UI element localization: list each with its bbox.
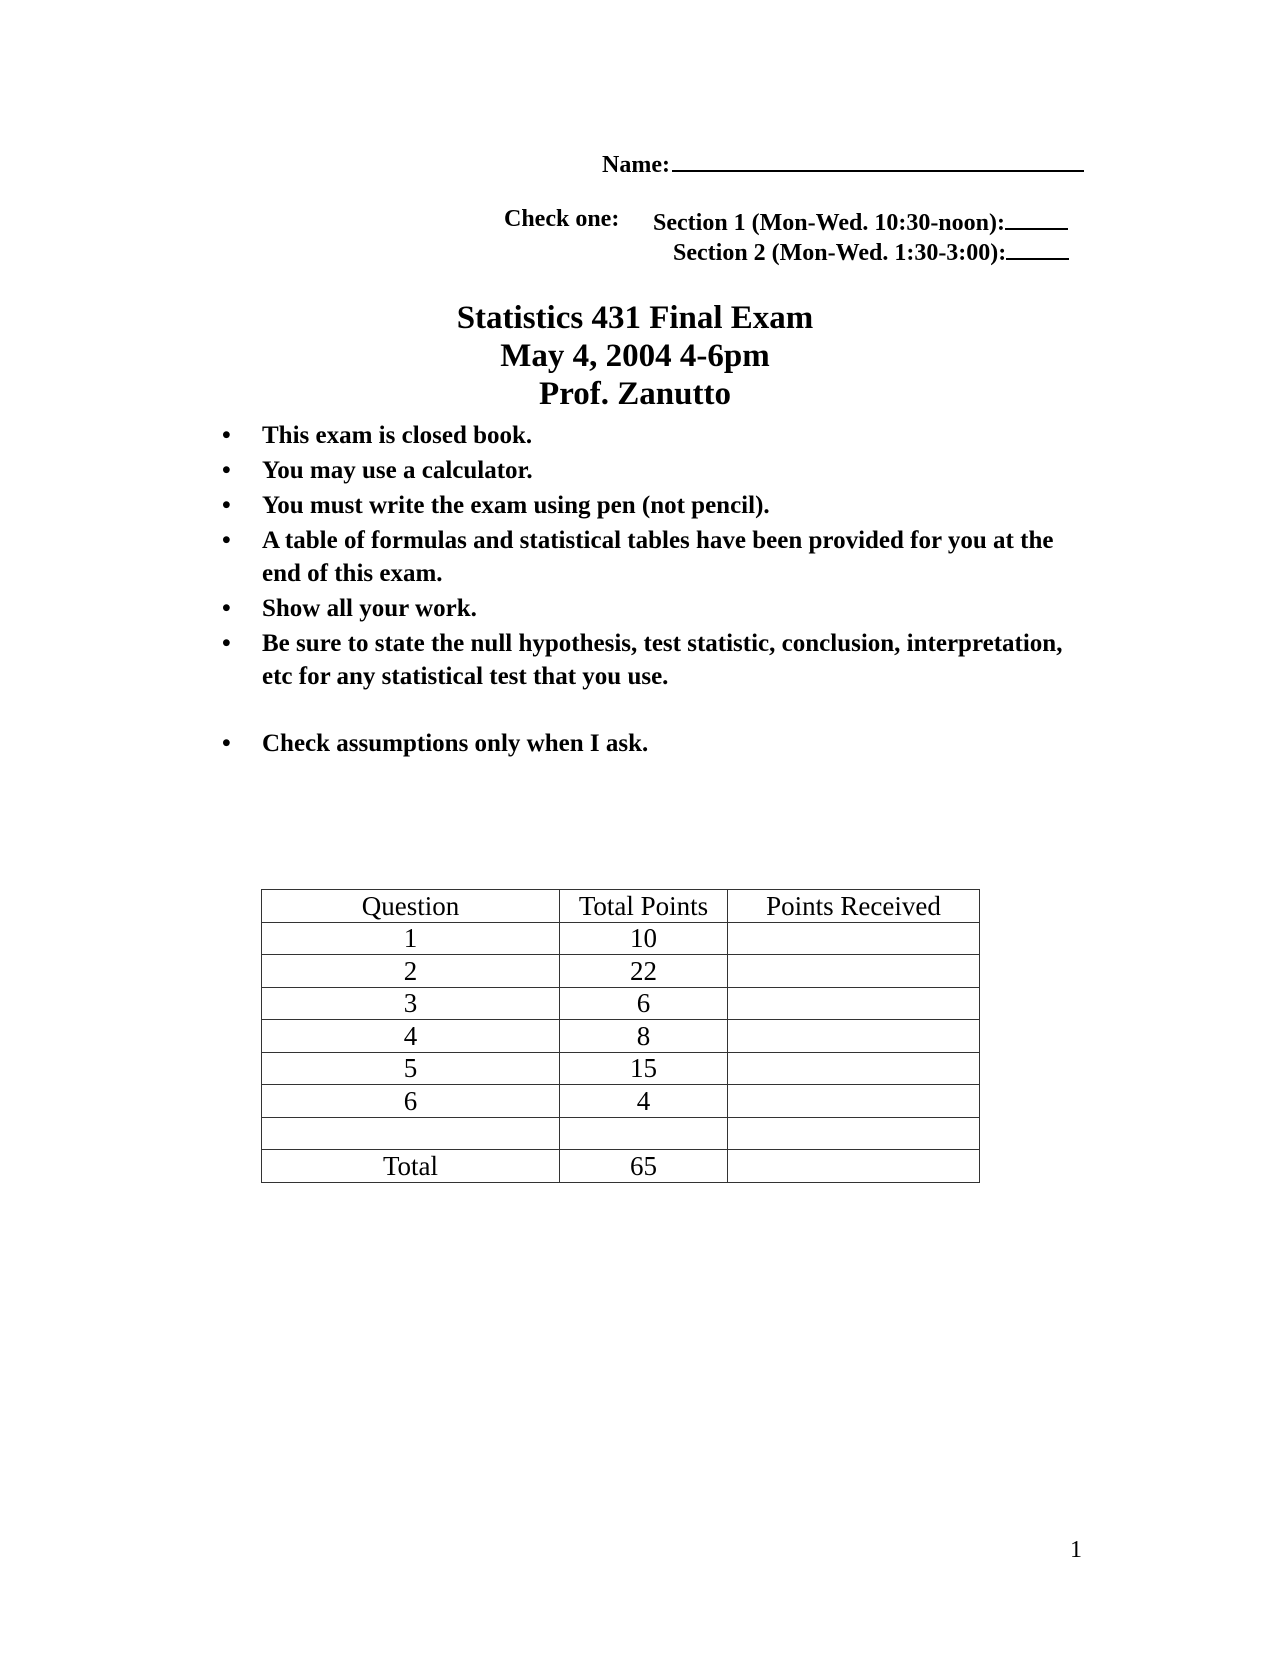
table-row bbox=[262, 1020, 980, 1053]
points-received-cell[interactable] bbox=[728, 922, 980, 955]
points-received-cell[interactable] bbox=[728, 955, 980, 988]
section-2-blank[interactable] bbox=[1006, 236, 1069, 260]
bullet-icon: • bbox=[222, 422, 231, 449]
total-points-cell: 6 bbox=[560, 987, 728, 1020]
instruction-item: • This exam is closed book. bbox=[222, 419, 1082, 452]
check-one-label: Check one: bbox=[504, 206, 620, 232]
bullet-icon: • bbox=[222, 492, 231, 519]
name-label: Name: bbox=[602, 152, 670, 178]
points-received-cell[interactable] bbox=[728, 1020, 980, 1053]
table-row bbox=[262, 1117, 980, 1150]
bullet-icon: • bbox=[222, 595, 231, 622]
exam-title-professor: Prof. Zanutto bbox=[539, 376, 731, 412]
column-header-question: Question bbox=[262, 890, 560, 923]
instruction-item: • You must write the exam using pen (not pencil). bbox=[222, 489, 1082, 522]
name-field bbox=[602, 148, 1084, 179]
total-points-cell bbox=[560, 1117, 728, 1150]
total-points-sum-cell: 65 bbox=[560, 1150, 728, 1183]
instruction-item: • Be sure to state the null hypothesis, test statistic, conclusion, interpretation, etc for any statistical test that you use. bbox=[222, 627, 1082, 693]
exam-title-course: Statistics 431 Final Exam bbox=[456, 300, 814, 336]
table-row bbox=[262, 1085, 980, 1118]
table-row bbox=[262, 1052, 980, 1085]
instruction-item: • You may use a calculator. bbox=[222, 454, 1082, 487]
question-cell: 5 bbox=[262, 1052, 560, 1085]
bullet-icon: • bbox=[222, 730, 231, 757]
question-cell: 1 bbox=[262, 922, 560, 955]
points-received-total-cell[interactable] bbox=[728, 1150, 980, 1183]
question-cell: 3 bbox=[262, 987, 560, 1020]
question-cell bbox=[262, 1117, 560, 1150]
instruction-item: • A table of formulas and statistical tables have been provided for you at the end of this exam. bbox=[222, 524, 1082, 590]
table-row bbox=[262, 987, 980, 1020]
total-label-cell: Total bbox=[262, 1150, 560, 1183]
table-row bbox=[262, 955, 980, 988]
name-blank[interactable] bbox=[672, 148, 1084, 172]
total-points-cell: 10 bbox=[560, 922, 728, 955]
total-points-cell: 4 bbox=[560, 1085, 728, 1118]
bullet-icon: • bbox=[222, 630, 231, 657]
section-1-option bbox=[653, 206, 1068, 237]
column-header-total-points: Total Points bbox=[560, 890, 728, 923]
total-points-cell: 15 bbox=[560, 1052, 728, 1085]
table-header-row bbox=[262, 890, 980, 923]
section-1-blank[interactable] bbox=[1005, 206, 1068, 230]
points-received-cell[interactable] bbox=[728, 1117, 980, 1150]
total-points-cell: 8 bbox=[560, 1020, 728, 1053]
section-2-option bbox=[673, 236, 1069, 267]
score-table bbox=[261, 889, 980, 1183]
column-header-points-received: Points Received bbox=[728, 890, 980, 923]
bullet-icon: • bbox=[222, 527, 231, 554]
total-points-cell: 22 bbox=[560, 955, 728, 988]
instruction-item: • Check assumptions only when I ask. bbox=[222, 727, 1082, 760]
instructions-list bbox=[222, 419, 1082, 762]
exam-title-date: May 4, 2004 4-6pm bbox=[500, 338, 770, 374]
section-2-label: Section 2 (Mon-Wed. 1:30-3:00): bbox=[673, 240, 1007, 266]
points-received-cell[interactable] bbox=[728, 1085, 980, 1118]
question-cell: 2 bbox=[262, 955, 560, 988]
page-number: 1 bbox=[1070, 1537, 1082, 1563]
question-cell: 6 bbox=[262, 1085, 560, 1118]
table-total-row bbox=[262, 1150, 980, 1183]
table-row bbox=[262, 922, 980, 955]
bullet-icon: • bbox=[222, 457, 231, 484]
points-received-cell[interactable] bbox=[728, 1052, 980, 1085]
points-received-cell[interactable] bbox=[728, 987, 980, 1020]
instruction-item: • Show all your work. bbox=[222, 592, 1082, 625]
section-1-label: Section 1 (Mon-Wed. 10:30-noon): bbox=[653, 210, 1005, 236]
question-cell: 4 bbox=[262, 1020, 560, 1053]
exam-title bbox=[0, 299, 1270, 413]
